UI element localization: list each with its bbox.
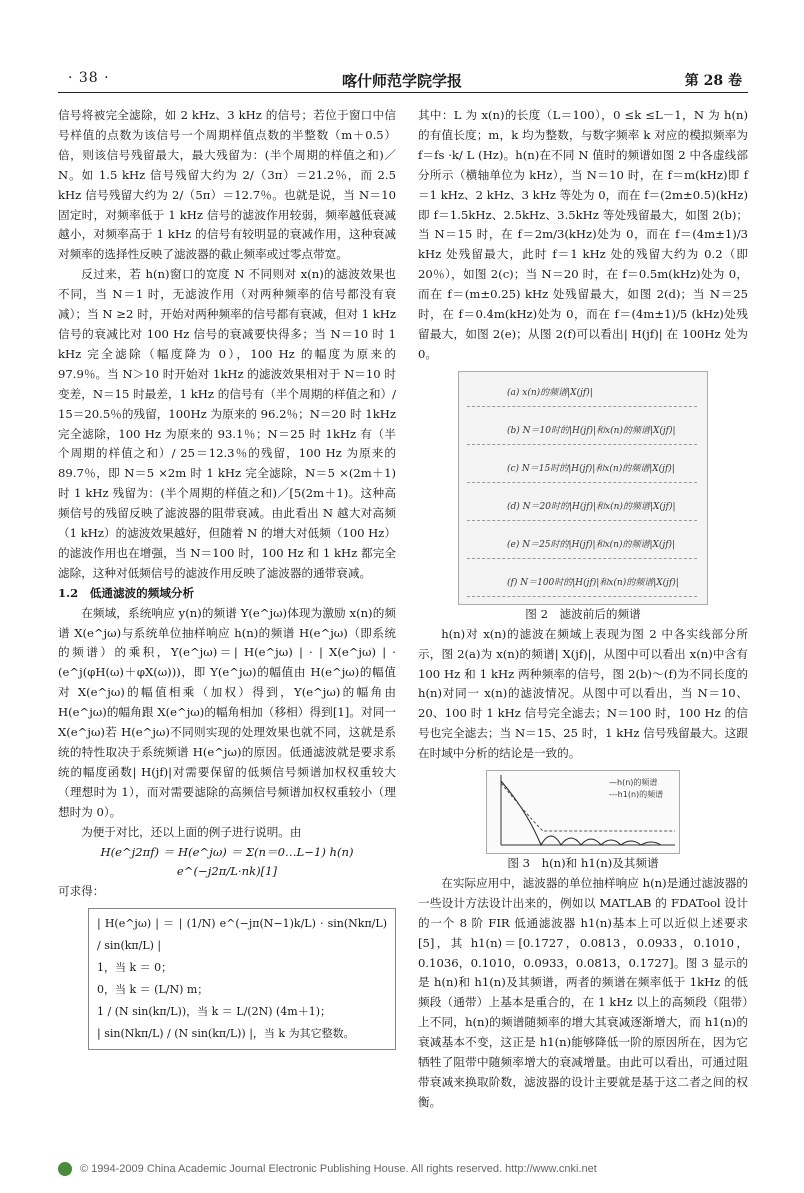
- volume-label: 第 28 卷: [684, 73, 742, 89]
- figure-panel: (b) N＝10时的|H(jf)|和x(n)的频谱|X(jf)|: [467, 414, 697, 445]
- right-column: [418, 106, 748, 1113]
- paragraph: 在频域，系统响应 y(n)的频谱 Y(e^jω)体现为激励 x(n)的频谱 X(e^jω)与系统单位抽样响应 h(n)的频谱 H(e^jω)（即系统的频谱）的乘积，Y(e^jω)＝| H(e^jω) | · | X(e^jω) | · (e^j(φH(ω)＋φX(ω)))，即 Y(e^jω)的幅值由 H(e^jω)的幅值对 X(e^jω)的幅值相乘（加权）得到，Y(e^jω)的幅角由 H(e^jω)的幅角跟 X(e^jω)的幅角相加（移相）得到[1]。对同一 X(e^jω)若 H(e^jω)不同则实现的处理效果也就不同，这就是系统的特性取决于系统频谱 H(e^jω)的原因。低通滤波就是要求系统的幅度函数| H(jf)|对需要保留的低频信号频谱加权权重较大（理想时为 1），而对需要滤除的高频信号频谱加权权重较小（理想时为 0）。: [58, 605, 396, 819]
- figure-panel: (d) N＝20时的|H(jf)|和x(n)的频谱|X(jf)|: [467, 490, 697, 521]
- figure-2: [458, 371, 708, 605]
- formula-block: [88, 908, 396, 1050]
- legend-entry: —h(n)的频谱: [609, 778, 658, 788]
- legend-entry: ---h1(n)的频谱: [609, 790, 664, 800]
- figure-caption: 图 3 h(n)和 h1(n)及其频谱: [507, 856, 659, 871]
- figure-caption: 图 2 滤波前后的频谱: [525, 606, 641, 621]
- figure-panel: (a) x(n)的频谱|X(jf)|: [467, 376, 697, 407]
- figure-panel: (c) N＝15时的|H(jf)|和x(n)的频谱|X(jf)|: [467, 452, 697, 483]
- formula: H(e^j2πf) ＝ H(e^jω) ＝ Σ(n＝0…L−1) h(n) e^(−j2π/L·nk)[1]: [100, 844, 354, 879]
- formula-case: 0，当 k ＝ (L/N) m；: [97, 983, 209, 997]
- cnki-logo-icon: [58, 1162, 72, 1176]
- page-header: [58, 66, 746, 92]
- paragraph: 信号将被完全滤除，如 2 kHz、3 kHz 的信号；若位于窗口中信号样值的点数为该信号一个周期样值点数的半整数（m＋0.5）倍，则该信号残留最大，最大残留为：(半个周期的样值之和)／N。如 1.5 kHz 信号残留大约为 2/（3π）＝21.2％，而 2.5 kHz 信号残留大约为 2/（5π）＝12.7％。也就是说，当 N＝10 固定时，对频率低于 1 kHz 信号的滤波作用较弱，频率越低衰减越小，对频率高于 1 kHz 的信号有较明显的衰减作用，这种衰减对频率的选择性反映了滤波器的截止频率或过零点带宽。: [58, 108, 396, 262]
- journal-name: 喀什师范学院学报: [341, 72, 462, 90]
- formula-case: 1 / (N sin(kπ/L))，当 k ＝ L/(2N) (4m＋1)；: [97, 1005, 332, 1019]
- paragraph: 为便于对比，还以上面的例子进行说明。由: [81, 824, 302, 839]
- figure-panel: (f) N＝100时的|H(jf)|和x(n)的频谱|X(jf)|: [467, 566, 697, 597]
- figure-panel: (e) N＝25时的|H(jf)|和x(n)的频谱|X(jf)|: [467, 528, 697, 559]
- header-rule: [58, 92, 748, 93]
- footer-text: © 1994-2009 China Academic Journal Electronic Publishing House. All rights reserved. http://www.cnki.net: [80, 1162, 597, 1175]
- paragraph: 其中：L 为 x(n)的长度（L＝100），0 ≤k ≤L－1，N 为 h(n)的有值长度；m，k 均为整数，与数字频率 k 对应的模拟频率为 f＝fs ·k/ L (Hz)。h(n)在不同 N 值时的频谱如图 2 中各虚线部分所示（横轴单位为 kHz），当 N＝10 时，在 f＝m(kHz)即 f＝1 kHz、2 kHz、3 kHz 等处为 0，而在 f＝(2m±0.5)(kHz)即 f＝1.5kHz、2.5kHz、3.5kHz 等处残留最大，如图 2(b)；当 N＝15 时，在 f＝2m/3(kHz)处为 0，而在 f＝(4m±1)/3 kHz 处残留最大，此时 f＝1 kHz 处的残留大约为 0.2（即 20％），如图 2(c)；当 N＝20 时，在 f＝0.5m(kHz)处为 0，而在 f＝(m±0.25) kHz 处残留最大，如图 2(d)；当 N＝25 时，在 f＝0.4m(kHz)处为 0，而在 f＝(4m±1)/5 (kHz)处残留最大，如图 2(e)；从图 2(f)可以看出| H(jf)| 在 100Hz 处为 0。: [418, 108, 748, 361]
- figure-3-plot: [487, 771, 679, 853]
- section-title: 1.2 低通滤波的频域分析: [58, 585, 195, 600]
- paragraph: h(n)对 x(n)的滤波在频域上表现为图 2 中各实线部分所示，图 2(a)为 x(n)的频谱| X(jf)|，从图中可以看出 x(n)中含有 100 Hz 和 1 kHz 两种频率的信号，图 2(b)～(f)为不同长度的 h(n)对同一 x(n)的滤波情况。从图中可以看出，当 N＝10、20、100 时 1 kHz 信号完全滤去；N＝100 时，100 Hz 的信号也完全滤去；当 N＝15、25 时，1 kHz 信号残留最大。这跟在时域中分析的结论是一致的。: [418, 626, 748, 761]
- figure-3: [486, 770, 680, 854]
- page-number: · 38 ·: [68, 70, 110, 86]
- formula-line: | H(e^jω) | ＝ | (1/N) e^(−jπ(N−1)k/L) · sin(Nkπ/L) / sin(kπ/L) |: [97, 917, 387, 953]
- left-column: [58, 106, 396, 1056]
- formula-case: 1，当 k ＝ 0；: [97, 961, 173, 975]
- paragraph: 在实际应用中，滤波器的单位抽样响应 h(n)是通过滤波器的一些设计方法设计出来的，例如以 MATLAB 的 FDATool 设计的一个 8 阶 FIR 低通滤波器 h1(n)基本上可以近似上述要求[5]，其 h1(n)＝[0.1727，0.0813，0.0933，0.1010，0.1036，0.1010，0.0933，0.0813，0.1727]。图 3 显示的是 h(n)和 h1(n)及其频谱，两者的频谱在频率低于 1kHz 的低频段（通带）上基本是重合的，在 1 kHz 以上的高频段（阻带）上不同，h(n)的频谱随频率的增大其衰减逐渐增大，而 h1(n)的衰减基本不变，这正是 h1(n)能够降低一阶的原因所在，因为它牺牲了阻带中随频率增大的衰减增量。由此可以看出，可通过阻带衰减来换取阶数，滤波器的设计主要就是基于这二者之间的权衡。: [418, 875, 748, 1109]
- paragraph: 反过来，若 h(n)窗口的宽度 N 不同则对 x(n)的滤波效果也不同，当 N＝1 时，无滤波作用（对两种频率的信号都没有衰减）；当 N ≥2 时，开始对两种频率的信号都有衰减，但对 1 kHz 信号的衰减比对 100 Hz 信号的衰减要快得多；当 N＝10 时 1 kHz 完全滤除（幅度降为 0），100 Hz 的幅度为原来的 97.9％。当 N＞10 时开始对 1kHz 的滤波效果相对于 N＝10 时变差，N＝15 时最差，1 kHz 的信号有（半个周期的样值之和）/ 15＝20.5％的残留，100Hz 为原来的 96.2％；N＝20 时 1kHz 完全滤除，100 Hz 为原来的 93.1％；N＝25 时 1kHz 有（半个周期的样值之和）/ 25＝12.3％的残留，100 Hz 为原来的 89.7％，即 N＝5 ×2m 时 1 kHz 完全滤除，N＝5 ×(2m＋1)时 1 kHz 残留为：(半个周期的样值之和)／[5(2m＋1)。这种高频信号的残留反映了滤波器的阻带衰减。由此看出 N 越大对高频（1 kHz）的滤波效果越好，但随着 N 的增大对低频（100 Hz）的滤波作用也在增强，当 N＝100 时，100 Hz 和 1 kHz 都完全滤除，这种对低频信号的滤波作用反映了滤波器的通带衰减。: [58, 267, 396, 580]
- formula-case: | sin(Nkπ/L) / (N sin(kπ/L)) |，当 k 为其它整数。: [97, 1027, 355, 1041]
- copyright-footer: [58, 1162, 748, 1176]
- paragraph: 可求得：: [58, 884, 105, 899]
